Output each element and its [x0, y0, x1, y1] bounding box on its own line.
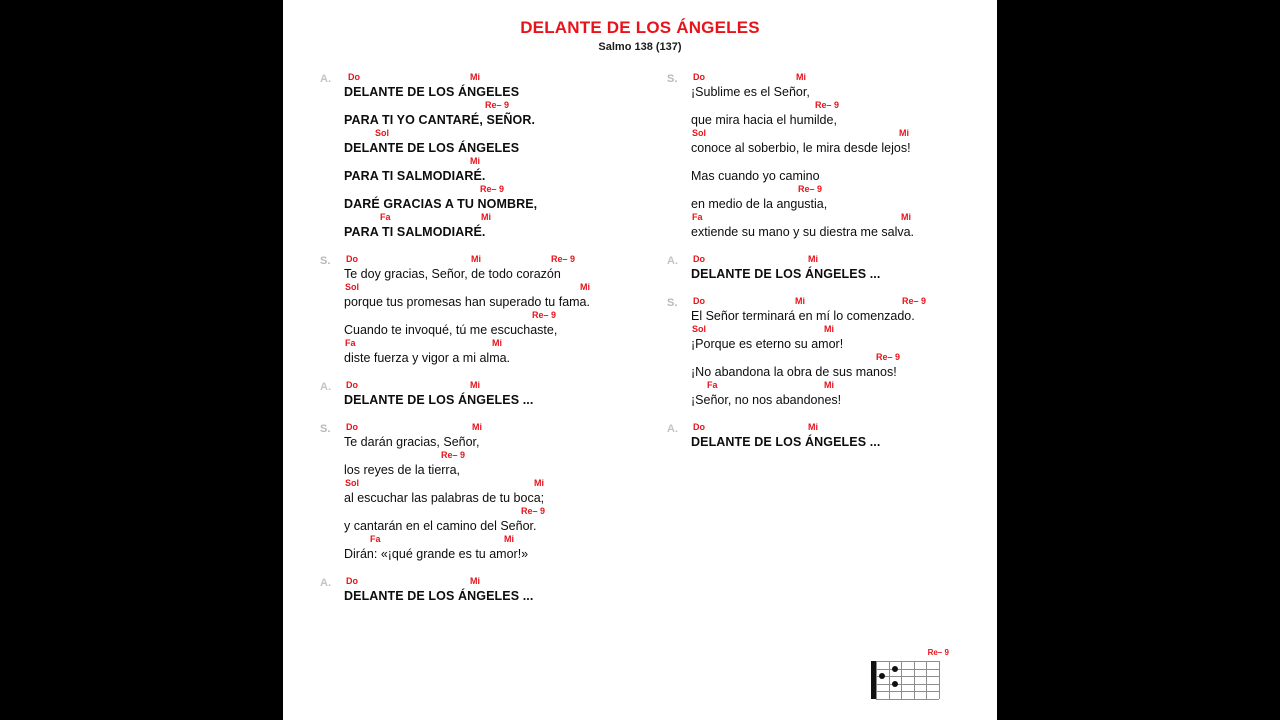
lyric-text: Mas cuando yo camino — [691, 169, 820, 183]
string-line — [876, 691, 939, 692]
lyric-text: DARÉ GRACIAS A TU NOMBRE, — [344, 197, 538, 211]
lyric-line — [691, 352, 997, 380]
lyric-text: DELANTE DE LOS ÁNGELES ... — [344, 589, 534, 603]
verse-stanza — [667, 296, 997, 408]
chord-diagram-label: Re– 9 — [927, 648, 949, 657]
chord-label: Mi — [796, 72, 806, 82]
lyric-text: Te doy gracias, Señor, de todo corazón — [344, 267, 561, 281]
chord-label: Mi — [824, 324, 834, 334]
chord-row — [344, 338, 650, 350]
chord-label: Sol — [692, 324, 707, 334]
chord-row — [691, 100, 997, 112]
stanza-marker: A. — [667, 255, 678, 267]
string-line — [876, 699, 939, 700]
page-title: DELANTE DE LOS ÁNGELES — [520, 18, 760, 37]
lyric-text: DELANTE DE LOS ÁNGELES ... — [691, 267, 881, 281]
chord-label: Re– 9 — [521, 506, 546, 516]
chord-label: Mi — [472, 422, 482, 432]
chord-row — [691, 422, 997, 434]
chord-label: Do — [346, 576, 358, 586]
chord-label: Do — [346, 254, 358, 264]
chord-label: Do — [346, 380, 358, 390]
chord-label: Fa — [370, 534, 381, 544]
chord-label: Re– 9 — [532, 310, 557, 320]
chord-label: Mi — [470, 72, 480, 82]
finger-dot — [892, 681, 898, 687]
chord-label: Do — [693, 422, 705, 432]
lyric-line — [344, 282, 650, 310]
lyric-line — [344, 128, 650, 156]
lyric-text: porque tus promesas han superado tu fama. — [344, 295, 590, 309]
lyric-text: conoce al soberbio, le mira desde lejos! — [691, 141, 911, 155]
lyric-line — [691, 296, 997, 324]
lyric-text: Te darán gracias, Señor, — [344, 435, 480, 449]
chord-diagram-grid — [871, 661, 939, 699]
lyric-line — [344, 478, 650, 506]
stanza-marker: A. — [320, 577, 331, 589]
lyric-line — [344, 184, 650, 212]
stanza-marker: S. — [320, 423, 331, 435]
chord-label: Sol — [345, 282, 360, 292]
lyric-line — [691, 254, 997, 282]
refrain-stanza — [320, 576, 650, 604]
stanza-marker: A. — [320, 73, 331, 85]
chord-label: Do — [693, 296, 705, 306]
lyric-line — [344, 212, 650, 240]
chord-label: Re– 9 — [551, 254, 576, 264]
lyric-text: y cantarán en el camino del Señor. — [344, 519, 537, 533]
chord-row — [691, 72, 997, 84]
chord-label: Sol — [345, 478, 360, 488]
chord-label: Re– 9 — [441, 450, 466, 460]
lyric-line — [691, 422, 997, 450]
stanza-lines — [691, 296, 997, 408]
lyric-line — [691, 380, 997, 408]
lyric-text: PARA TI YO CANTARÉ, SEÑOR. — [344, 113, 536, 127]
chord-label: Mi — [808, 254, 818, 264]
chord-row — [344, 506, 650, 518]
chord-label: Mi — [492, 338, 502, 348]
chord-label: Re– 9 — [815, 100, 840, 110]
chord-label: Re– 9 — [480, 184, 505, 194]
stanza-lines — [344, 576, 650, 604]
lyric-line — [344, 338, 650, 366]
lyric-text: los reyes de la tierra, — [344, 463, 461, 477]
stanza-lines — [691, 254, 997, 282]
stanza-lines — [344, 254, 650, 366]
lyric-text: PARA TI SALMODIARÉ. — [344, 169, 486, 183]
lyric-text: que mira hacia el humilde, — [691, 113, 837, 127]
finger-dot — [879, 673, 885, 679]
chord-label: Do — [346, 422, 358, 432]
stanza-marker: S. — [667, 73, 678, 85]
fret-line — [876, 661, 877, 699]
stanza-lines — [344, 72, 650, 240]
chord-row — [691, 254, 997, 266]
chord-label: Mi — [470, 380, 480, 390]
chord-label: Do — [693, 254, 705, 264]
lyric-line — [344, 310, 650, 338]
lyric-text: ¡Porque es eterno su amor! — [691, 337, 844, 351]
lyric-line — [691, 72, 997, 100]
lyric-text: extiende su mano y su diestra me salva. — [691, 225, 915, 239]
chord-label: Re– 9 — [902, 296, 927, 306]
song-sheet-page — [283, 0, 997, 720]
chord-label: Re– 9 — [485, 100, 510, 110]
chord-row — [691, 128, 997, 140]
chord-diagram — [871, 648, 951, 708]
stanza-marker: S. — [320, 255, 331, 267]
string-line — [876, 669, 939, 670]
stanza-lines — [344, 422, 650, 562]
lyric-line — [344, 380, 650, 408]
chord-row — [344, 128, 650, 140]
chord-label: Mi — [470, 156, 480, 166]
chord-row — [344, 254, 650, 266]
page-subtitle: Salmo 138 (137) — [598, 41, 682, 53]
lyric-text: DELANTE DE LOS ÁNGELES — [344, 141, 520, 155]
lyric-text: Cuando te invoqué, tú me escuchaste, — [344, 323, 558, 337]
lyric-text: Dirán: «¡qué grande es tu amor!» — [344, 547, 529, 561]
chord-label: Mi — [470, 576, 480, 586]
chord-label: Mi — [795, 296, 805, 306]
chord-label: Do — [693, 72, 705, 82]
chord-label: Mi — [534, 478, 544, 488]
stanza-marker: A. — [667, 423, 678, 435]
fret-line — [914, 661, 915, 699]
fret-line — [939, 661, 940, 699]
lyric-line — [344, 576, 650, 604]
chord-label: Mi — [481, 212, 491, 222]
string-line — [876, 684, 939, 685]
lyric-line — [344, 254, 650, 282]
chord-label: Re– 9 — [876, 352, 901, 362]
chord-label: Re– 9 — [798, 184, 823, 194]
title-block — [283, 0, 997, 54]
lyric-text: en medio de la angustia, — [691, 197, 828, 211]
lyric-line — [344, 72, 650, 100]
fret-line — [901, 661, 902, 699]
chord-row — [344, 576, 650, 588]
lyric-line — [344, 506, 650, 534]
finger-dot — [892, 666, 898, 672]
string-line — [876, 661, 939, 662]
refrain-stanza — [320, 72, 650, 240]
chord-label: Fa — [707, 380, 718, 390]
chord-label: Fa — [692, 212, 703, 222]
chord-row — [344, 100, 650, 112]
lyric-line — [344, 534, 650, 562]
chord-diagram-fretboard — [876, 661, 939, 699]
chord-row — [344, 310, 650, 322]
right-column — [650, 72, 997, 618]
chord-row — [691, 380, 997, 392]
chord-label: Fa — [345, 338, 356, 348]
chord-row — [691, 156, 997, 168]
verse-stanza — [320, 422, 650, 562]
lyric-line — [691, 184, 997, 212]
chord-label: Do — [348, 72, 360, 82]
lyric-line — [691, 212, 997, 240]
chord-row — [344, 184, 650, 196]
stanza-lines — [691, 72, 997, 240]
lyric-line — [691, 100, 997, 128]
stanza-marker: A. — [320, 381, 331, 393]
chord-label: Mi — [901, 212, 911, 222]
lyric-text: DELANTE DE LOS ÁNGELES — [344, 85, 520, 99]
lyric-text: ¡Sublime es el Señor, — [691, 85, 810, 99]
stanza-marker: S. — [667, 297, 678, 309]
chord-row — [344, 380, 650, 392]
chord-row — [691, 184, 997, 196]
lyric-line — [691, 128, 997, 156]
refrain-stanza — [667, 254, 997, 282]
chord-row — [344, 72, 650, 84]
chord-row — [691, 296, 997, 308]
chord-row — [691, 212, 997, 224]
lyric-text: DELANTE DE LOS ÁNGELES ... — [691, 435, 881, 449]
chord-row — [344, 212, 650, 224]
verse-stanza — [667, 72, 997, 240]
lyric-line — [691, 156, 997, 184]
fret-line — [926, 661, 927, 699]
lyric-line — [344, 100, 650, 128]
chord-row — [344, 450, 650, 462]
chord-label: Mi — [824, 380, 834, 390]
chord-label: Mi — [899, 128, 909, 138]
chord-row — [691, 324, 997, 336]
lyric-text: DELANTE DE LOS ÁNGELES ... — [344, 393, 534, 407]
chord-label: Mi — [580, 282, 590, 292]
lyrics-columns — [283, 72, 997, 618]
lyric-line — [344, 450, 650, 478]
lyric-text: ¡No abandona la obra de sus manos! — [691, 365, 897, 379]
chord-row — [691, 352, 997, 364]
chord-label: Mi — [504, 534, 514, 544]
refrain-stanza — [667, 422, 997, 450]
chord-label: Mi — [471, 254, 481, 264]
chord-label: Sol — [375, 128, 390, 138]
chord-label: Sol — [692, 128, 707, 138]
lyric-text: ¡Señor, no nos abandones! — [691, 393, 842, 407]
lyric-line — [691, 324, 997, 352]
chord-row — [344, 534, 650, 546]
lyric-text: diste fuerza y vigor a mi alma. — [344, 351, 511, 365]
fret-line — [889, 661, 890, 699]
lyric-text: PARA TI SALMODIARÉ. — [344, 225, 486, 239]
refrain-stanza — [320, 380, 650, 408]
stanza-lines — [691, 422, 997, 450]
lyric-line — [344, 156, 650, 184]
chord-row — [344, 282, 650, 294]
stanza-lines — [344, 380, 650, 408]
string-line — [876, 676, 939, 677]
chord-row — [344, 478, 650, 490]
chord-row — [344, 422, 650, 434]
verse-stanza — [320, 254, 650, 366]
lyric-text: al escuchar las palabras de tu boca; — [344, 491, 545, 505]
lyric-line — [344, 422, 650, 450]
chord-label: Fa — [380, 212, 391, 222]
left-column — [283, 72, 650, 618]
lyric-text: El Señor terminará en mí lo comenzado. — [691, 309, 915, 323]
chord-label: Mi — [808, 422, 818, 432]
chord-row — [344, 156, 650, 168]
